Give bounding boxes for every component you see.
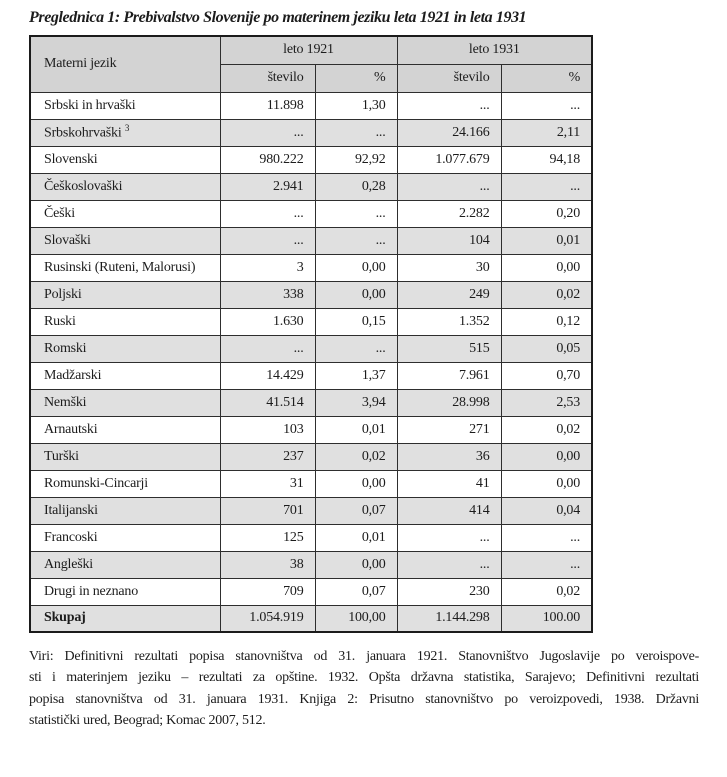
stevilo-1931-cell: ...	[397, 524, 501, 551]
percent-1931-cell: 0,12	[501, 308, 592, 335]
stevilo-1931-cell: 1.077.679	[397, 146, 501, 173]
table-row	[30, 200, 592, 227]
table-row	[30, 308, 592, 335]
language-cell: Skupaj	[30, 605, 220, 632]
language-cell: Italijanski	[30, 497, 220, 524]
percent-1921-cell: 0,01	[315, 416, 397, 443]
percent-1931-cell: ...	[501, 92, 592, 119]
table-row	[30, 524, 592, 551]
stevilo-1931-cell: 7.961	[397, 362, 501, 389]
table-row	[30, 416, 592, 443]
table-row	[30, 335, 592, 362]
percent-1931-cell: 0,70	[501, 362, 592, 389]
language-cell: Poljski	[30, 281, 220, 308]
percent-1931-cell: 0,02	[501, 578, 592, 605]
stevilo-1931-cell: 104	[397, 227, 501, 254]
percent-1921-cell: 0,07	[315, 497, 397, 524]
col-header-percent-1921: %	[315, 64, 397, 92]
stevilo-1921-cell: ...	[220, 227, 315, 254]
table-row	[30, 389, 592, 416]
language-cell: Romski	[30, 335, 220, 362]
stevilo-1921-cell: 41.514	[220, 389, 315, 416]
percent-1931-cell: 0,00	[501, 254, 592, 281]
header-group-row	[30, 36, 592, 64]
table-row	[30, 173, 592, 200]
language-cell: Srbski in hrvaški	[30, 92, 220, 119]
col-group-leto-1921: leto 1921	[220, 36, 397, 64]
stevilo-1931-cell: 2.282	[397, 200, 501, 227]
language-cell: Ruski	[30, 308, 220, 335]
percent-1921-cell: 3,94	[315, 389, 397, 416]
stevilo-1921-cell: 709	[220, 578, 315, 605]
percent-1921-cell: ...	[315, 200, 397, 227]
stevilo-1921-cell: 980.222	[220, 146, 315, 173]
table-row	[30, 254, 592, 281]
table-caption: Preglednica 1: Prebivalstvo Slovenije po materinem jeziku leta 1921 in leta 1931	[29, 9, 527, 26]
percent-1921-cell: 92,92	[315, 146, 397, 173]
stevilo-1931-cell: 515	[397, 335, 501, 362]
table-row	[30, 92, 592, 119]
percent-1931-cell: 0,01	[501, 227, 592, 254]
stevilo-1921-cell: ...	[220, 335, 315, 362]
percent-1931-cell: 0,02	[501, 281, 592, 308]
stevilo-1931-cell: 41	[397, 470, 501, 497]
percent-1921-cell: ...	[315, 335, 397, 362]
source-note-line-2: sti i materinjem jeziku – rezultati za opštine. 1932. Opšta državna statistika, Sarajevo; Definitivni rezultati	[29, 670, 699, 686]
language-cell: Drugi in neznano	[30, 578, 220, 605]
table-row	[30, 146, 592, 173]
language-cell: Slovenski	[30, 146, 220, 173]
table-header	[30, 36, 592, 92]
table-row	[30, 362, 592, 389]
percent-1931-cell: 94,18	[501, 146, 592, 173]
percent-1921-cell: 0,02	[315, 443, 397, 470]
percent-1921-cell: ...	[315, 227, 397, 254]
percent-1921-cell: 0,15	[315, 308, 397, 335]
table-row	[30, 281, 592, 308]
stevilo-1931-cell: ...	[397, 551, 501, 578]
source-note	[29, 646, 699, 732]
language-cell: Madžarski	[30, 362, 220, 389]
stevilo-1931-cell: 36	[397, 443, 501, 470]
percent-1931-cell: 0,20	[501, 200, 592, 227]
percent-1931-cell: 0,00	[501, 443, 592, 470]
stevilo-1931-cell: 271	[397, 416, 501, 443]
stevilo-1921-cell: 103	[220, 416, 315, 443]
percent-1921-cell: 0,07	[315, 578, 397, 605]
source-note-line-1: Viri: Definitivni rezultati popisa stanovništva od 31. januara 1921. Stanovništvo Jugoslavije po veroispove-	[29, 649, 699, 664]
col-header-percent-1931: %	[501, 64, 592, 92]
table-row	[30, 578, 592, 605]
population-by-language-table	[29, 35, 593, 633]
percent-1931-cell: 0,05	[501, 335, 592, 362]
percent-1921-cell: 0,00	[315, 281, 397, 308]
source-note-line-4: statistički ured, Beograd; Komac 2007, 512.	[29, 713, 266, 729]
stevilo-1931-cell: 1.352	[397, 308, 501, 335]
stevilo-1931-cell: ...	[397, 173, 501, 200]
percent-1931-cell: 100.00	[501, 605, 592, 632]
percent-1921-cell: 100,00	[315, 605, 397, 632]
table-row	[30, 470, 592, 497]
percent-1931-cell: 0,02	[501, 416, 592, 443]
percent-1931-cell: ...	[501, 524, 592, 551]
stevilo-1921-cell: 125	[220, 524, 315, 551]
col-header-materni-jezik: Materni jezik	[30, 36, 220, 92]
percent-1931-cell: ...	[501, 173, 592, 200]
percent-1931-cell: ...	[501, 551, 592, 578]
percent-1921-cell: ...	[315, 119, 397, 146]
stevilo-1921-cell: 14.429	[220, 362, 315, 389]
language-cell: Srbskohrvaški $^3$	[30, 119, 220, 146]
stevilo-1921-cell: 338	[220, 281, 315, 308]
stevilo-1931-cell: 1.144.298	[397, 605, 501, 632]
percent-1921-cell: 0,00	[315, 551, 397, 578]
percent-1931-cell: 0,00	[501, 470, 592, 497]
table-row	[30, 497, 592, 524]
stevilo-1921-cell: 3	[220, 254, 315, 281]
percent-1921-cell: 0,00	[315, 470, 397, 497]
stevilo-1921-cell: 701	[220, 497, 315, 524]
percent-1921-cell: 0,01	[315, 524, 397, 551]
table-row	[30, 227, 592, 254]
col-header-stevilo-1931: število	[397, 64, 501, 92]
table-row	[30, 551, 592, 578]
stevilo-1921-cell: 237	[220, 443, 315, 470]
footnote-ref: 3	[124, 123, 130, 134]
stevilo-1931-cell: 24.166	[397, 119, 501, 146]
language-cell: Nemški	[30, 389, 220, 416]
language-cell: Rusinski (Ruteni, Malorusi)	[30, 254, 220, 281]
language-cell: Češkoslovaški	[30, 173, 220, 200]
percent-1931-cell: 0,04	[501, 497, 592, 524]
table-body	[30, 92, 592, 632]
percent-1921-cell: 0,00	[315, 254, 397, 281]
percent-1921-cell: 1,30	[315, 92, 397, 119]
percent-1931-cell: 2,53	[501, 389, 592, 416]
percent-1931-cell: 2,11	[501, 119, 592, 146]
table-row	[30, 605, 592, 632]
stevilo-1931-cell: 249	[397, 281, 501, 308]
language-cell: Francoski	[30, 524, 220, 551]
stevilo-1921-cell: ...	[220, 200, 315, 227]
stevilo-1931-cell: 414	[397, 497, 501, 524]
percent-1921-cell: 0,28	[315, 173, 397, 200]
language-cell: Angleški	[30, 551, 220, 578]
language-cell: Arnautski	[30, 416, 220, 443]
stevilo-1921-cell: 1.630	[220, 308, 315, 335]
stevilo-1931-cell: 28.998	[397, 389, 501, 416]
stevilo-1921-cell: 31	[220, 470, 315, 497]
stevilo-1921-cell: 38	[220, 551, 315, 578]
table-row	[30, 119, 592, 146]
stevilo-1921-cell: 2.941	[220, 173, 315, 200]
language-cell: Češki	[30, 200, 220, 227]
language-cell: Slovaški	[30, 227, 220, 254]
col-group-leto-1931: leto 1931	[397, 36, 592, 64]
stevilo-1921-cell: 1.054.919	[220, 605, 315, 632]
stevilo-1931-cell: 230	[397, 578, 501, 605]
source-note-line-3: popisa stanovništva od 31. januara 1931. Knjiga 2: Prisutno stanovništvo po veroizpovedi, 1938. Državni	[29, 691, 699, 707]
stevilo-1931-cell: ...	[397, 92, 501, 119]
col-header-stevilo-1921: število	[220, 64, 315, 92]
percent-1921-cell: 1,37	[315, 362, 397, 389]
stevilo-1931-cell: 30	[397, 254, 501, 281]
table-row	[30, 443, 592, 470]
language-cell: Romunski-Cincarji	[30, 470, 220, 497]
language-cell: Turški	[30, 443, 220, 470]
stevilo-1921-cell: ...	[220, 119, 315, 146]
stevilo-1921-cell: 11.898	[220, 92, 315, 119]
